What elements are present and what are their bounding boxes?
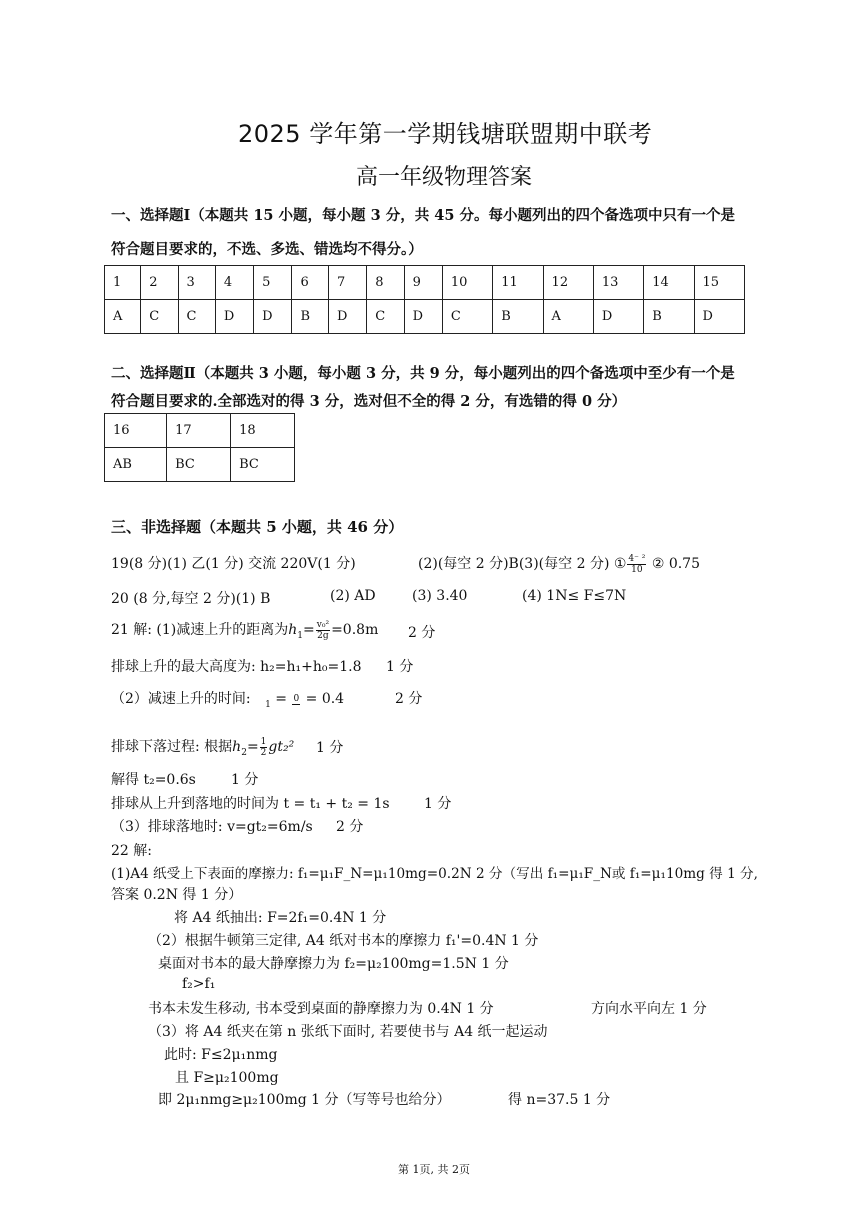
q21-line4 <box>111 736 294 758</box>
table-cell: 4 <box>215 266 253 300</box>
table-cell: 11 <box>493 266 543 300</box>
q21-line2-score: 1 分 <box>386 659 414 675</box>
table-cell: 8 <box>367 266 404 300</box>
table-cell: 16 <box>105 414 167 448</box>
q21-line4-var: h <box>232 739 242 755</box>
table-cell: 7 <box>329 266 367 300</box>
table-cell: BC <box>231 448 295 482</box>
table-cell: 5 <box>254 266 292 300</box>
q22-line7b: 方向水平向左 1 分 <box>591 1001 707 1017</box>
section2-answer-table <box>104 413 295 482</box>
document-title: 2025 学年第一学期钱塘联盟期中联考 <box>238 120 653 148</box>
q21-line7-score: 2 分 <box>336 819 364 835</box>
section2-heading-line2: 符合题目要求的.全部选对的得 3 分，选对但不全的得 2 分，有选错的得 0 分） <box>111 393 627 410</box>
q21-line6-score: 1 分 <box>424 796 452 812</box>
q22-line6: f₂>f₁ <box>182 976 216 992</box>
q19-fraction <box>627 554 646 575</box>
q19-fraction-den: 10 <box>631 564 643 575</box>
q22-line1: (1)A4 纸受上下表面的摩擦力: f₁=μ₁F_N=μ₁10mg=0.2N 2 分（写出 f₁=μ₁F_N或 f₁=μ₁10mg 得 1 分, <box>111 866 758 882</box>
table-cell: C <box>442 300 492 334</box>
q21-line1-fraction-num: v₀² <box>316 619 330 630</box>
section2-heading-line1: 二、选择题Ⅱ（本题共 3 小题，每小题 3 分，共 9 分，每小题列出的四个备选项中至少有一个是 <box>111 365 735 382</box>
q21-line3 <box>111 688 344 710</box>
q22-line4: （2）根据牛顿第三定律, A4 纸对书本的摩擦力 f₁'=0.4N 1 分 <box>148 933 539 949</box>
q22-line2: 答案 0.2N 得 1 分） <box>111 887 243 903</box>
table-cell: B <box>493 300 543 334</box>
q22-line8: （3）将 A4 纸夹在第 n 张纸下面时, 若要使书与 A4 纸一起运动 <box>148 1024 548 1040</box>
table-cell: D <box>593 300 643 334</box>
q22-line3: 将 A4 纸抽出: F=2f₁=0.4N 1 分 <box>174 910 387 926</box>
q21-line1-fraction <box>316 620 330 641</box>
q21-line4-fraction-num: 1 <box>260 736 267 747</box>
q21-line1-score: 2 分 <box>408 625 436 641</box>
q21-line3-fraction <box>292 694 300 705</box>
q21-line4-formula: gt₂² <box>268 739 295 755</box>
q21-line7: （3）排球落地时: v=gt₂=6m/s <box>111 819 313 835</box>
q19-part-b-text: (2)(每空 2 分)B(3)(每空 2 分) ① <box>418 556 627 572</box>
section1-heading-line2: 符合题目要求的，不选、多选、错选均不得分。） <box>111 241 423 258</box>
table-cell: B <box>644 300 694 334</box>
q21-line3-sub: 1 <box>265 699 271 710</box>
table-cell: 6 <box>292 266 329 300</box>
q22-line11a: 即 2μ₁nmg≥μ₂100mg 1 分（写等号也给分） <box>158 1092 451 1108</box>
table-cell: D <box>215 300 253 334</box>
table-cell: 14 <box>644 266 694 300</box>
table-cell: 1 <box>105 266 141 300</box>
q22-line10: 且 F≥μ₂100mg <box>175 1070 279 1086</box>
q20-part-b: (2) AD <box>330 588 376 604</box>
table-cell: AB <box>105 448 167 482</box>
q21-line6: 排球从上升到落地的时间为 t = t₁ + t₂ = 1s <box>111 796 390 812</box>
q21-line4-sub: 2 <box>241 747 247 758</box>
q21-line4-eq: = <box>246 739 259 755</box>
table-cell: 9 <box>404 266 442 300</box>
table-cell: B <box>292 300 329 334</box>
page-number: 第 1页, 共 2页 <box>398 1163 470 1176</box>
q21-line1-text: 21 解: (1)减速上升的距离为 <box>111 622 289 638</box>
table-cell: A <box>105 300 141 334</box>
q20-part-a: 20 (8 分,每空 2 分)(1) B <box>111 591 271 607</box>
q20-part-c: (3) 3.40 <box>412 588 468 604</box>
section1-answer-table <box>104 265 745 334</box>
table-cell: 13 <box>593 266 643 300</box>
table-cell: 17 <box>167 414 231 448</box>
table-cell: D <box>254 300 292 334</box>
q21-line1: 21 解: (1)减速上升的距离为$h_1=$ $\frac{\text{v₀²}}{2g}$ =0.8m <box>111 619 379 641</box>
q20-part-d: (4) 1N≤ F≤7N <box>522 588 627 604</box>
q21-line1-result: =0.8m <box>331 622 379 638</box>
q21-line1-fraction-den: 2g <box>317 630 329 641</box>
q19-fraction-num: 4⁻ ² <box>628 553 646 564</box>
q22-line9: 此时: F≤2μ₁nmg <box>164 1047 278 1063</box>
q22-line5: 桌面对书本的最大静摩擦力为 f₂=μ₂100mg=1.5N 1 分 <box>158 956 509 972</box>
q21-line4-fraction <box>260 737 268 758</box>
q21-line4-score: 1 分 <box>316 740 344 756</box>
q21-line4-fraction-den: 2 <box>260 747 267 758</box>
table-cell: 12 <box>543 266 593 300</box>
table-cell: D <box>694 300 744 334</box>
section1-heading-line1: 一、选择题Ⅰ（本题共 15 小题，每小题 3 分，共 45 分。每小题列出的四个备选项中只有一个是 <box>111 207 736 224</box>
table-cell: 10 <box>442 266 492 300</box>
q21-line3-score: 2 分 <box>395 691 423 707</box>
q22-line7a: 书本未发生移动, 书本受到桌面的静摩擦力为 0.4N 1 分 <box>148 1001 494 1017</box>
q22-heading: 22 解: <box>111 843 152 859</box>
q21-line3-result: = 0.4 <box>305 691 345 707</box>
q21-line3-fraction-num: 0 <box>293 693 300 704</box>
q22-line11b: 得 n=37.5 1 分 <box>508 1092 611 1108</box>
table-cell: BC <box>167 448 231 482</box>
table-cell: D <box>404 300 442 334</box>
q19-part-b <box>418 553 700 575</box>
table-cell: C <box>178 300 215 334</box>
q21-line4-text: 排球下落过程: 根据 <box>111 739 233 755</box>
section3-heading: 三、非选择题（本题共 5 小题，共 46 分） <box>111 518 404 536</box>
q21-line3-text: （2）减速上升的时间: <box>111 691 251 707</box>
table-cell: A <box>543 300 593 334</box>
q19-part-c: ② 0.75 <box>651 556 701 572</box>
q21-line2: 排球上升的最大高度为: h₂=h₁+h₀=1.8 <box>111 659 362 675</box>
q21-line5: 解得 t₂=0.6s <box>111 772 196 788</box>
table-cell: 3 <box>178 266 215 300</box>
table-cell: C <box>367 300 404 334</box>
q21-line1-sub: 1 <box>297 630 304 641</box>
table-cell: D <box>329 300 367 334</box>
table-cell: 18 <box>231 414 295 448</box>
document-subtitle: 高一年级物理答案 <box>356 165 533 190</box>
q21-line1-var: h <box>288 622 298 638</box>
q21-line5-score: 1 分 <box>231 772 259 788</box>
table-cell: C <box>141 300 178 334</box>
table-cell: 15 <box>694 266 744 300</box>
q21-line3-eq: = <box>275 691 287 707</box>
table-cell: 2 <box>141 266 178 300</box>
q19-part-a: 19(8 分)(1) 乙(1 分) 交流 220V(1 分) <box>111 556 356 572</box>
